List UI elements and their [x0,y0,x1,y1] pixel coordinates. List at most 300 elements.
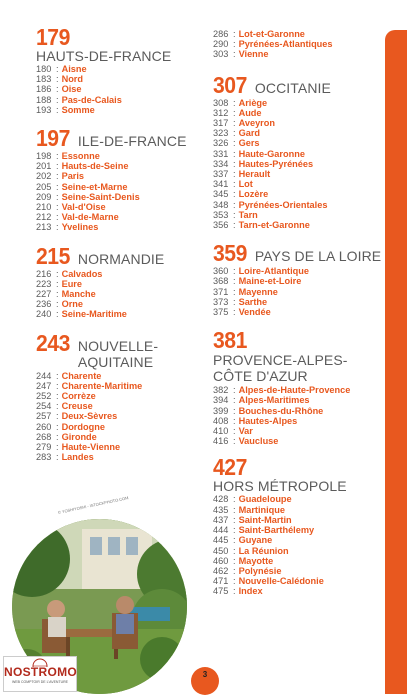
department-entry [36,299,212,309]
department-entry [36,381,212,391]
department-page-number: 279 [36,442,52,453]
department-name: Vendée [238,307,271,318]
separator: : [233,504,236,515]
region-name: HAUTS-DE-FRANCE [36,48,172,64]
department-page-number: 247 [36,380,52,391]
department-name: Saint-Martin [238,514,292,525]
department-page-number: 205 [36,181,52,192]
department-entry [213,169,383,179]
department-entry [213,108,383,118]
department-name: Orne [61,299,84,310]
region-page-number: 215 [36,242,70,269]
department-page-number: 408 [213,415,229,426]
region-page-number: 179 [36,24,70,50]
region-section [213,29,383,60]
department-entry [36,151,212,161]
department-entry [213,49,383,59]
logo-name: NOSTROMO [4,665,78,679]
department-page-number: 410 [213,426,229,437]
department-name: Tarn [238,209,258,220]
department-entry [213,566,383,576]
department-entry [213,307,383,317]
department-page-number: 198 [36,151,52,162]
department-entry [213,39,383,49]
department-name: Val-d'Oise [61,202,106,213]
department-page-number: 317 [213,118,229,129]
separator: : [56,370,59,381]
department-entry [213,210,383,220]
department-entry [213,98,383,108]
department-entry [36,161,212,171]
department-name: Haute-Vienne [61,442,121,453]
region-section [36,242,212,320]
department-name: Aude [238,107,262,118]
department-name: Charente [61,370,102,381]
department-page-number: 382 [213,385,229,396]
separator: : [233,586,236,597]
department-page-number: 337 [213,169,229,180]
department-entry [36,84,212,94]
department-name: Saint-Barthélemy [238,525,315,536]
department-entry [36,371,212,381]
department-entry [36,269,212,279]
region-name: NOUVELLE-AQUITAINE [77,337,159,370]
department-name: Landes [61,452,94,463]
department-entry [213,159,383,169]
department-entry [213,138,383,148]
separator: : [56,94,59,105]
separator: : [233,565,236,576]
separator: : [233,39,236,50]
department-entry [213,276,383,286]
department-entry [36,279,212,289]
separator: : [233,276,236,287]
department-entry [36,391,212,401]
region-page-number: 307 [213,71,247,98]
department-name: Lot [238,179,253,190]
department-page-number: 283 [36,452,52,463]
department-entry [213,525,383,535]
department-entry [213,266,383,276]
department-entry [213,128,383,138]
department-entry [36,309,212,319]
separator: : [233,266,236,277]
region-page-number: 381 [213,327,247,354]
department-entry [213,149,383,159]
separator: : [56,268,59,279]
department-page-number: 183 [36,74,52,85]
department-page-number: 193 [36,104,52,115]
department-name: Seine-et-Marne [61,181,128,192]
department-name: Herault [238,169,271,180]
department-name: Tarn-et-Garonne [238,220,310,231]
department-entry [213,395,383,405]
department-page-number: 252 [36,391,52,402]
department-name: Lozère [238,189,269,200]
department-page-number: 257 [36,411,52,422]
department-list [213,494,383,596]
department-entry [213,29,383,39]
region-name: ILE-DE-FRANCE [77,133,187,150]
department-name: La Réunion [238,545,289,556]
nostromo-logo [3,656,77,692]
department-name: Ariège [238,97,268,108]
department-entry [36,105,212,115]
department-entry [213,220,383,230]
department-name: Aisne [61,64,87,74]
department-entry [213,576,383,586]
department-name: Maine-et-Loire [238,276,302,287]
separator: : [56,452,59,463]
separator: : [56,401,59,412]
department-entry [213,118,383,128]
department-name: Essonne [61,151,100,162]
separator: : [56,161,59,172]
department-name: Nouvelle-Calédonie [238,576,324,587]
department-entry [36,401,212,411]
department-entry [36,182,212,192]
department-page-number: 260 [36,421,52,432]
department-name: Nord [61,74,83,85]
department-page-number: 471 [213,576,229,587]
department-name: Eure [61,278,82,289]
department-entry [213,179,383,189]
department-page-number: 290 [213,39,229,50]
separator: : [233,49,236,60]
department-entry [36,74,212,84]
region-section [36,329,212,463]
separator: : [233,436,236,447]
department-page-number: 210 [36,202,52,213]
department-page-number: 188 [36,94,52,105]
department-page-number: 356 [213,220,229,231]
department-entry [36,171,212,181]
department-name: Calvados [61,268,103,279]
separator: : [233,535,236,546]
left-column [36,26,212,462]
department-entry [213,426,383,436]
separator: : [233,385,236,396]
department-page-number: 180 [36,64,52,74]
right-column [213,28,383,597]
department-name: Deux-Sèvres [61,411,118,422]
separator: : [233,107,236,118]
department-name: Bouches-du-Rhône [238,405,324,416]
department-name: Vaucluse [238,436,279,447]
department-entry [36,192,212,202]
department-name: Haute-Garonne [238,148,305,159]
separator: : [233,158,236,169]
department-name: Loire-Atlantique [238,266,309,277]
department-name: Guyane [238,535,273,546]
department-page-number: 399 [213,405,229,416]
department-name: Vienne [238,49,269,60]
department-page-number: 444 [213,525,229,536]
region-section [213,242,383,317]
department-name: Somme [61,104,95,115]
region-name: PAYS DE LA LOIRE [254,248,382,265]
department-name: Lot-et-Garonne [238,29,305,39]
department-page-number: 312 [213,107,229,118]
separator: : [233,209,236,220]
department-page-number: 360 [213,266,229,277]
department-entry [36,64,212,74]
department-page-number: 368 [213,276,229,287]
region-section [213,71,383,231]
region-heading [213,242,383,265]
separator: : [56,309,59,320]
department-entry [36,432,212,442]
department-entry [213,297,383,307]
department-page-number: 334 [213,158,229,169]
department-page-number: 223 [36,278,52,289]
separator: : [233,138,236,149]
department-name: Paris [61,171,85,182]
separator: : [56,421,59,432]
department-page-number: 394 [213,395,229,406]
department-entry [36,95,212,105]
department-name: Hautes-Pyrénées [238,158,314,169]
department-entry [213,287,383,297]
department-page-number: 428 [213,494,229,505]
department-page-number: 240 [36,309,52,320]
department-name: Hauts-de-Seine [61,161,129,172]
department-page-number: 308 [213,97,229,108]
separator: : [233,148,236,159]
department-entry [213,200,383,210]
orange-side-bar [385,30,407,694]
department-entry [213,436,383,446]
separator: : [233,118,236,129]
department-name: Charente-Maritime [61,380,143,391]
department-name: Pas-de-Calais [61,94,122,105]
region-heading [36,26,212,63]
department-page-number: 373 [213,296,229,307]
department-page-number: 212 [36,212,52,223]
department-name: Dordogne [61,421,105,432]
region-heading [213,329,383,384]
separator: : [56,222,59,233]
department-page-number: 326 [213,138,229,149]
department-page-number: 475 [213,586,229,597]
department-name: Corrèze [61,391,96,402]
separator: : [233,199,236,210]
department-page-number: 437 [213,514,229,525]
region-heading [213,456,383,493]
department-name: Val-de-Marne [61,212,119,223]
department-page-number: 341 [213,179,229,190]
department-page-number: 460 [213,555,229,566]
separator: : [233,555,236,566]
region-heading [213,71,383,98]
separator: : [56,202,59,213]
page-number: 3 [202,670,208,679]
department-name: Pyrénées-Orientales [238,199,328,210]
department-list [213,266,383,317]
separator: : [233,286,236,297]
region-section [36,26,212,115]
photo-credit: © YOSHIYOSHI - ISTOCKPHOTO.COM [57,495,129,515]
separator: : [56,104,59,115]
department-entry [36,222,212,232]
department-page-number: 236 [36,299,52,310]
department-page-number: 303 [213,49,229,60]
department-name: Seine-Saint-Denis [61,191,140,202]
department-entry [213,385,383,395]
department-page-number: 331 [213,148,229,159]
separator: : [233,179,236,190]
region-heading [36,242,212,269]
department-entry [36,411,212,421]
separator: : [56,64,59,74]
separator: : [56,278,59,289]
region-heading [36,329,212,370]
department-page-number: 213 [36,222,52,233]
department-name: Sarthe [238,296,268,307]
department-page-number: 201 [36,161,52,172]
region-heading [36,127,212,150]
separator: : [233,576,236,587]
separator: : [233,405,236,416]
department-page-number: 345 [213,189,229,200]
department-entry [213,494,383,504]
separator: : [56,181,59,192]
separator: : [56,191,59,202]
department-name: Oise [61,84,82,95]
separator: : [56,391,59,402]
department-entry [213,556,383,566]
department-name: Aveyron [238,118,275,129]
department-page-number: 416 [213,436,229,447]
separator: : [233,514,236,525]
department-page-number: 435 [213,504,229,515]
department-name: Polynésie [238,565,282,576]
region-section [213,456,383,596]
separator: : [56,171,59,182]
department-entry [36,422,212,432]
department-name: Yvelines [61,222,99,233]
department-entry [213,189,383,199]
department-name: Gers [238,138,260,149]
separator: : [56,151,59,162]
department-page-number: 445 [213,535,229,546]
department-page-number: 462 [213,565,229,576]
department-name: Index [238,586,263,597]
department-entry [213,406,383,416]
department-name: Mayenne [238,286,278,297]
department-name: Hautes-Alpes [238,415,298,426]
region-name: OCCITANIE [254,79,331,96]
region-name: HORS MÉTROPOLE [213,478,347,495]
department-list [36,269,212,320]
region-page-number: 197 [36,125,70,152]
region-page-number: 427 [213,454,247,481]
region-name: NORMANDIE [77,250,165,267]
department-entry [36,289,212,299]
separator: : [233,307,236,318]
separator: : [56,84,59,95]
department-name: Var [238,426,253,437]
separator: : [56,212,59,223]
region-page-number: 359 [213,240,247,267]
separator: : [56,411,59,422]
department-list [213,29,383,60]
separator: : [56,431,59,442]
department-entry [213,546,383,556]
department-page-number: 216 [36,268,52,279]
department-page-number: 323 [213,128,229,139]
department-name: Alpes-Maritimes [238,395,310,406]
separator: : [233,296,236,307]
separator: : [56,299,59,310]
department-entry [213,505,383,515]
separator: : [233,128,236,139]
separator: : [233,415,236,426]
department-list [213,385,383,446]
separator: : [233,189,236,200]
department-page-number: 254 [36,401,52,412]
separator: : [56,74,59,85]
department-page-number: 286 [213,29,229,39]
department-page-number: 375 [213,307,229,318]
separator: : [233,29,236,39]
department-name: Pyrénées-Atlantiques [238,39,333,50]
department-page-number: 348 [213,199,229,210]
separator: : [233,525,236,536]
department-entry [36,452,212,462]
department-page-number: 202 [36,171,52,182]
region-section [213,329,383,446]
department-page-number: 209 [36,191,52,202]
department-list [36,151,212,233]
department-name: Gironde [61,431,97,442]
separator: : [233,395,236,406]
department-name: Manche [61,289,96,300]
separator: : [233,97,236,108]
department-page-number: 227 [36,289,52,300]
department-name: Martinique [238,504,286,515]
logo-tagline: WEB COMPTOIR DE L'AVENTURE [12,680,68,684]
department-page-number: 353 [213,209,229,220]
department-entry [213,515,383,525]
department-page-number: 186 [36,84,52,95]
department-name: Guadeloupe [238,494,292,505]
separator: : [233,169,236,180]
department-name: Alpes-de-Haute-Provence [238,385,351,396]
department-page-number: 450 [213,545,229,556]
department-entry [213,535,383,545]
department-entry [36,202,212,212]
department-page-number: 244 [36,370,52,381]
department-name: Mayotte [238,555,274,566]
department-entry [36,212,212,222]
region-name: PROVENCE-ALPES-CÔTE D'AZUR [213,352,348,385]
department-list [36,64,212,115]
department-entry [213,586,383,596]
department-page-number: 268 [36,431,52,442]
department-list [36,371,212,463]
separator: : [56,289,59,300]
department-entry [36,442,212,452]
department-name: Seine-Maritime [61,309,127,320]
department-list [213,98,383,231]
separator: : [233,426,236,437]
department-entry [213,416,383,426]
region-page-number: 243 [36,329,70,356]
separator: : [233,494,236,505]
separator: : [56,380,59,391]
region-section [36,127,212,233]
